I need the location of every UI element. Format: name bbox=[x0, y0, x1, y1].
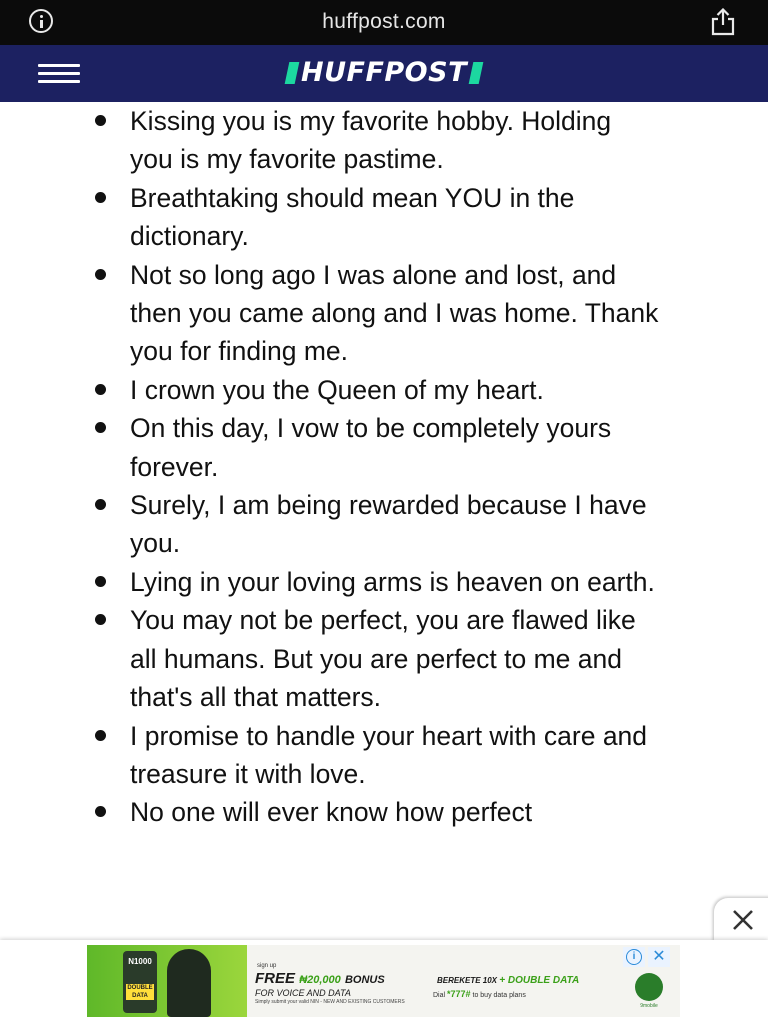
bullet-icon bbox=[95, 384, 106, 395]
list-item bbox=[0, 409, 660, 486]
ad-fine-print: Simply submit your valid NIN - NEW AND EXISTING CUSTOMERS bbox=[255, 999, 405, 1005]
list-item-text: Breathtaking should mean YOU in the dictionary. bbox=[130, 182, 575, 252]
ad-bonus-amount: ₦20,000 bbox=[299, 974, 341, 986]
list-item-text: No one will ever know how perfect bbox=[130, 797, 533, 828]
ad-headline bbox=[255, 970, 385, 987]
list-item bbox=[0, 179, 660, 256]
bullet-list bbox=[0, 102, 768, 832]
list-item bbox=[0, 717, 660, 794]
list-item-text: I crown you the Queen of my heart. bbox=[130, 374, 544, 405]
ad-phone-image bbox=[123, 951, 157, 1013]
url-text[interactable]: huffpost.com bbox=[322, 10, 446, 33]
ad-dismiss-button[interactable]: ✕ bbox=[648, 947, 670, 967]
ad-dial bbox=[433, 989, 526, 999]
ad-person-image bbox=[167, 949, 211, 1017]
bullet-icon bbox=[95, 499, 106, 510]
ad-close-tab[interactable] bbox=[714, 898, 768, 942]
ad-dial-suffix: to buy data plans bbox=[472, 992, 526, 999]
ad-small-text: sign up bbox=[257, 963, 277, 969]
logo-right-slab bbox=[469, 62, 484, 84]
ad-banner[interactable] bbox=[87, 945, 680, 1017]
logo-text: HUFFPOST bbox=[300, 57, 467, 88]
list-item bbox=[0, 563, 660, 601]
list-item-text: On this day, I vow to be completely yours forever. bbox=[130, 413, 612, 482]
ad-phone-badge: DOUBLE DATA bbox=[127, 985, 153, 999]
ad-brand-logo bbox=[635, 973, 663, 1001]
bullet-icon bbox=[95, 115, 106, 126]
bullet-icon bbox=[95, 422, 106, 433]
share-icon[interactable] bbox=[710, 8, 736, 36]
ad-info-button[interactable] bbox=[623, 947, 645, 967]
ad-phone-text: N1000 bbox=[128, 957, 152, 966]
close-icon[interactable] bbox=[730, 908, 756, 932]
bullet-icon bbox=[95, 192, 106, 203]
list-item bbox=[0, 793, 660, 831]
ad-offer bbox=[437, 975, 579, 986]
ad-brand-label: 9mobile bbox=[640, 1003, 658, 1009]
ad-voice-data: FOR VOICE AND DATA bbox=[255, 988, 351, 998]
list-item bbox=[0, 486, 660, 563]
list-item-text: You may not be perfect, you are flawed like all humans. But you are perfect to me and that's all that matters. bbox=[130, 605, 636, 713]
bullet-icon bbox=[95, 269, 106, 280]
browser-url-bar bbox=[0, 0, 768, 45]
ad-info-icon: i bbox=[626, 949, 642, 965]
bullet-icon bbox=[95, 576, 106, 587]
logo-left-slab bbox=[285, 62, 300, 84]
ad-offer-name: BEREKETE 10X bbox=[437, 976, 498, 985]
list-item-text: Surely, I am being rewarded because I have you. bbox=[130, 490, 647, 559]
list-item bbox=[0, 256, 660, 371]
bullet-icon bbox=[95, 806, 106, 817]
list-item bbox=[0, 102, 660, 179]
site-logo[interactable] bbox=[0, 57, 768, 88]
list-item bbox=[0, 601, 660, 716]
bullet-icon bbox=[95, 614, 106, 625]
list-item-text: I promise to handle your heart with care and treasure it with love. bbox=[130, 720, 648, 789]
ad-dial-code: *777# bbox=[447, 989, 471, 999]
ad-free-text: FREE bbox=[255, 970, 296, 987]
list-item-text: Not so long ago I was alone and lost, and then you came along and I was home. Thank you for finding me. bbox=[130, 259, 659, 367]
ad-dial-prefix: Dial bbox=[433, 992, 446, 999]
ad-double-data: + DOUBLE DATA bbox=[499, 975, 580, 986]
list-item-text: Kissing you is my favorite hobby. Holding you is my favorite pastime. bbox=[130, 106, 612, 175]
list-item-text: Lying in your loving arms is heaven on earth. bbox=[130, 566, 655, 597]
article-body bbox=[0, 102, 768, 940]
ad-container bbox=[0, 940, 768, 1024]
site-header bbox=[0, 45, 768, 102]
list-item bbox=[0, 371, 660, 409]
bullet-icon bbox=[95, 730, 106, 741]
ad-bonus-word: BONUS bbox=[344, 974, 385, 986]
